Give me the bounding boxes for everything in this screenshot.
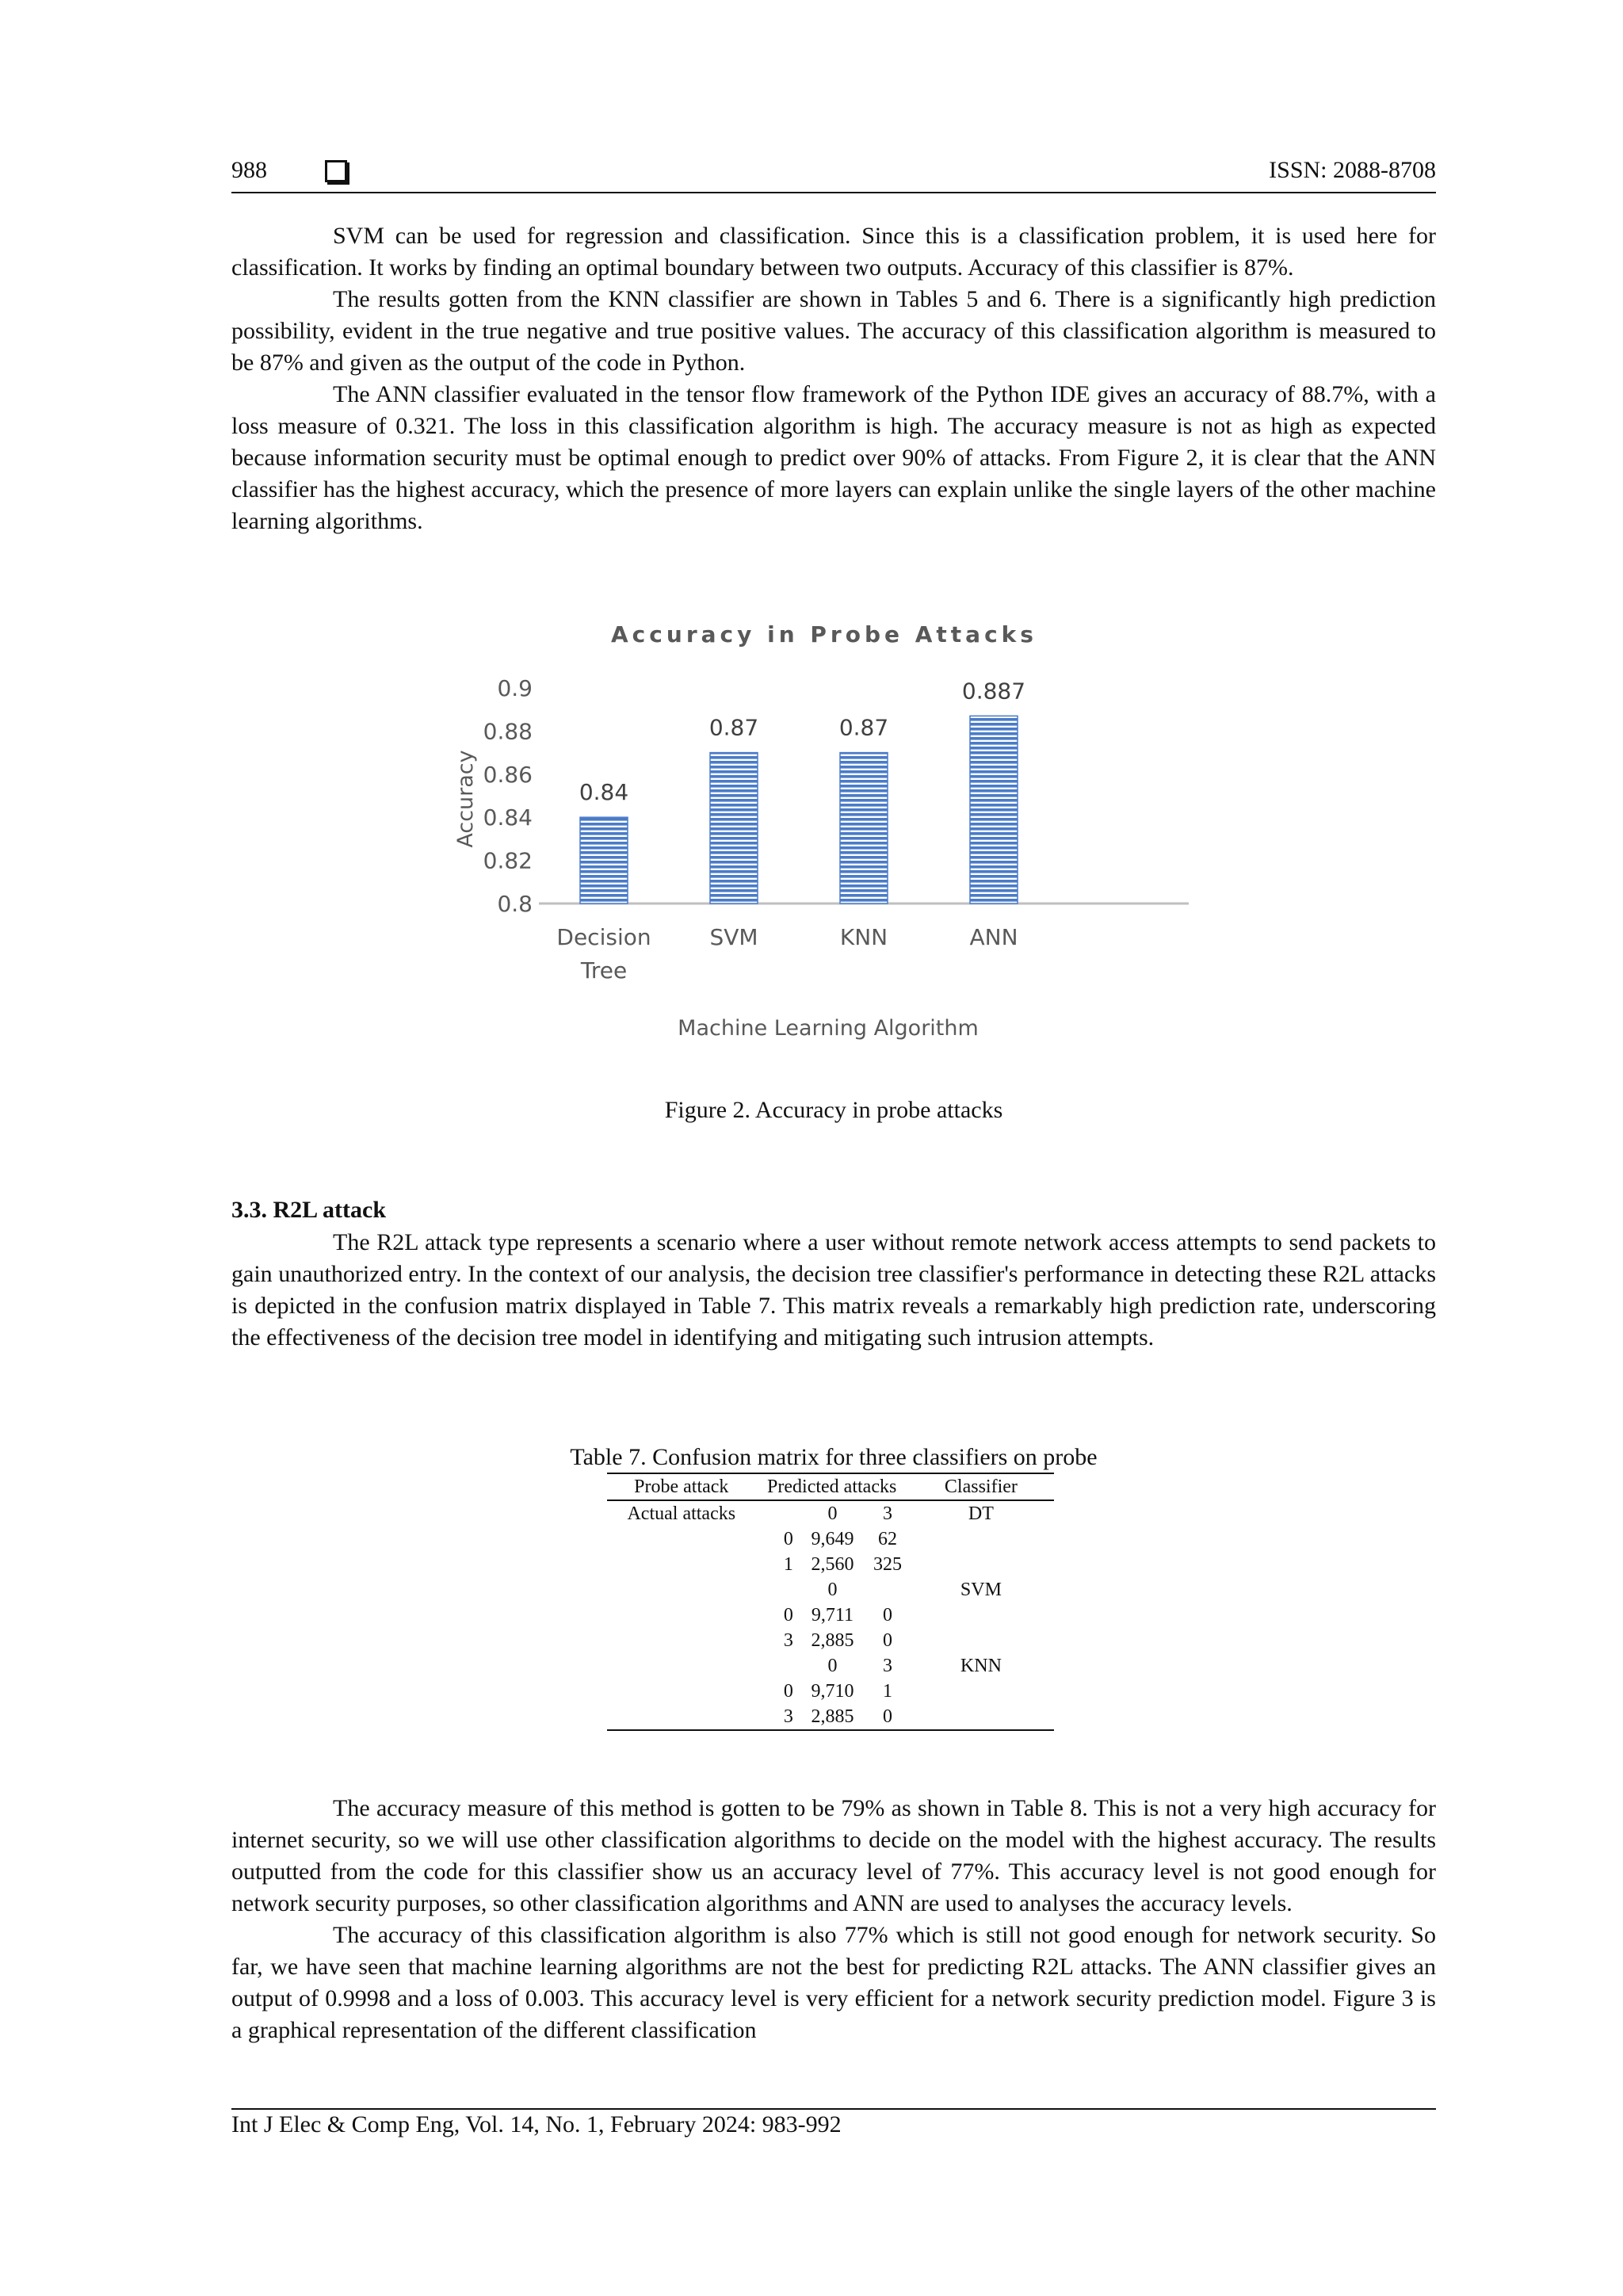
table-cell — [756, 1577, 798, 1603]
table-cell: 9,711 — [811, 1605, 854, 1626]
table-cell: 9,649 — [811, 1529, 854, 1549]
table-row — [607, 1653, 1054, 1679]
paragraph: SVM can be used for regression and classification. Since this is a classification problem, it is used here for classification. It works by finding an optimal boundary between two outputs. Accuracy of this classifier is 87%. — [231, 223, 1436, 281]
page-footer: Int J Elec & Comp Eng, Vol. 14, No. 1, February 2024: 983-992 — [231, 2111, 842, 2137]
table-cell: 0 — [827, 1503, 838, 1524]
table-cell: 1 — [882, 1681, 892, 1702]
section-heading: 3.3. R2L attack — [231, 1197, 386, 1223]
bar-svm — [710, 753, 758, 904]
y-tick-label: 0.86 — [483, 761, 533, 788]
table-cell: 62 — [877, 1529, 897, 1549]
table-cell: 2,885 — [811, 1630, 854, 1651]
x-tick-label: SVM — [709, 924, 758, 950]
table-cell — [607, 1526, 756, 1552]
y-tick-label: 0.8 — [497, 891, 533, 917]
table-cell: 0 — [882, 1605, 892, 1626]
table-cell: 0 — [867, 1704, 908, 1730]
x-tick-label: Decision — [556, 924, 651, 950]
chart-title: Accuracy in Probe Attacks — [611, 621, 1037, 648]
table-cell: 0 — [783, 1605, 793, 1626]
x-tick-label: ANN — [969, 924, 1018, 950]
x-tick-label: KNN — [839, 924, 888, 950]
x-tick-label: Tree — [580, 957, 628, 984]
table-row — [607, 1526, 1054, 1552]
table-row — [607, 1704, 1054, 1730]
table-cell — [756, 1653, 798, 1679]
table-cell: 0 — [783, 1529, 793, 1549]
table-cell — [607, 1628, 756, 1653]
table-cell: 0 — [783, 1681, 793, 1702]
paragraph: The accuracy of this classification algorithm is also 77% which is still not good enough for network security. So far, we have seen that machine learning algorithms are not the best for predicting R2L attacks. The ANN classifier gives an output of 0.9998 and a loss of 0.003. This accuracy level is very efficient for a network security prediction model. Figure 3 is a graphical representation of the different classification — [231, 1922, 1436, 2043]
table-cell — [908, 1603, 1054, 1628]
table-row — [607, 1628, 1054, 1653]
figure-caption: Figure 2. Accuracy in probe attacks — [664, 1097, 1003, 1123]
confusion-matrix-table — [607, 1473, 1054, 1731]
y-axis-label: Accuracy — [453, 750, 478, 848]
table-cell — [607, 1679, 756, 1704]
table-cell: 3 — [882, 1656, 892, 1676]
header-classifier: Classifier — [908, 1473, 1054, 1500]
table-cell — [607, 1577, 756, 1603]
bar-decision-tree — [580, 817, 628, 904]
table-cell: DT — [968, 1503, 994, 1524]
table-cell — [607, 1603, 756, 1628]
accuracy-bar-chart — [428, 618, 1220, 1062]
table-cell — [908, 1679, 1054, 1704]
header-probe-attack: Probe attack — [607, 1473, 756, 1500]
table-cell — [908, 1628, 1054, 1653]
bar-data-label: 0.887 — [961, 678, 1026, 705]
page-number: 988 — [231, 157, 267, 183]
table — [607, 1473, 1054, 1731]
table-cell — [867, 1577, 908, 1603]
table-cell — [607, 1704, 756, 1730]
table-cell: 2,560 — [811, 1554, 854, 1575]
table-cell: 2,885 — [798, 1704, 867, 1730]
table-cell: 325 — [873, 1554, 902, 1575]
table-row — [607, 1577, 1054, 1603]
table-cell — [607, 1552, 756, 1577]
table-cell: Actual attacks — [627, 1503, 736, 1524]
table-cell — [908, 1526, 1054, 1552]
chart-svg — [428, 618, 1220, 1062]
page-header — [231, 157, 1436, 189]
table-row — [607, 1679, 1054, 1704]
bar-ann — [970, 716, 1018, 904]
issn: ISSN: 2088-8708 — [1269, 157, 1436, 183]
body-text-bottom — [231, 1793, 1436, 2046]
table-cell: 0 — [827, 1656, 838, 1676]
table-cell: KNN — [960, 1656, 1002, 1676]
y-tick-label: 0.82 — [483, 847, 533, 874]
table-row — [607, 1603, 1054, 1628]
table-caption: Table 7. Confusion matrix for three classifiers on probe — [570, 1444, 1098, 1470]
paragraph: The ANN classifier evaluated in the tensor flow framework of the Python IDE gives an accuracy of 88.7%, with a loss measure of 0.321. The loss in this classification algorithm is high. The accuracy measure is not as high as expected because information security must be optimal enough to predict over 90% of attacks. From Figure 2, it is clear that the ANN classifier has the highest accuracy, which the presence of more layers can explain unlike the single layers of the other machine learning algorithms. — [231, 381, 1436, 534]
table-cell: 0 — [827, 1580, 838, 1600]
table-cell: 0 — [882, 1630, 892, 1651]
bar-knn — [840, 753, 888, 904]
y-tick-label: 0.88 — [483, 718, 533, 745]
table-cell — [908, 1552, 1054, 1577]
table-cell: 9,710 — [811, 1681, 854, 1702]
table-cell — [607, 1653, 756, 1679]
bar-data-label: 0.84 — [579, 779, 629, 806]
bar-data-label: 0.87 — [708, 714, 759, 741]
header-rule — [231, 192, 1436, 193]
table-cell — [908, 1704, 1054, 1730]
bar-data-label: 0.87 — [838, 714, 889, 741]
table-header-row — [607, 1473, 1054, 1500]
table-row — [607, 1552, 1054, 1577]
paragraph: The accuracy measure of this method is gotten to be 79% as shown in Table 8. This is not a very high accuracy for internet security, so we will use other classification algorithms to decide on the model with the highest accuracy. The results outputted from the code for this classifier show us an accuracy level of 77%. This accuracy level is not good enough for network security purposes, so other classification algorithms and ANN are used to analyses the accuracy levels. — [231, 1795, 1436, 1916]
table-cell: SVM — [960, 1580, 1002, 1600]
table-cell: 1 — [783, 1554, 793, 1575]
table-cell: 3 — [783, 1630, 793, 1651]
checkbox-square-icon — [325, 160, 347, 182]
y-tick-label: 0.84 — [483, 804, 533, 831]
header-predicted-attacks: Predicted attacks — [756, 1473, 908, 1500]
x-axis-label: Machine Learning Algorithm — [678, 1016, 979, 1041]
table-cell — [756, 1500, 798, 1526]
paragraph: The R2L attack type represents a scenario where a user without remote network access attempts to send packets to gain unauthorized entry. In the context of our analysis, the decision tree classifier's performance in detecting these R2L attacks is depicted in the confusion matrix displayed in Table 7. This matrix reveals a remarkably high prediction rate, underscoring the effectiveness of the decision tree model in identifying and mitigating such intrusion attempts. — [231, 1229, 1436, 1350]
footer-rule — [231, 2108, 1436, 2110]
y-tick-label: 0.9 — [497, 675, 533, 701]
section-body — [231, 1227, 1436, 1354]
table-cell: 3 — [756, 1704, 798, 1730]
table-row — [607, 1500, 1054, 1526]
paragraph: The results gotten from the KNN classifier are shown in Tables 5 and 6. There is a significantly high prediction possibility, evident in the true negative and true positive values. The accuracy of this classification algorithm is measured to be 87% and given as the output of the code in Python. — [231, 286, 1436, 376]
table-cell: 3 — [882, 1503, 892, 1524]
body-text-top — [231, 220, 1436, 537]
